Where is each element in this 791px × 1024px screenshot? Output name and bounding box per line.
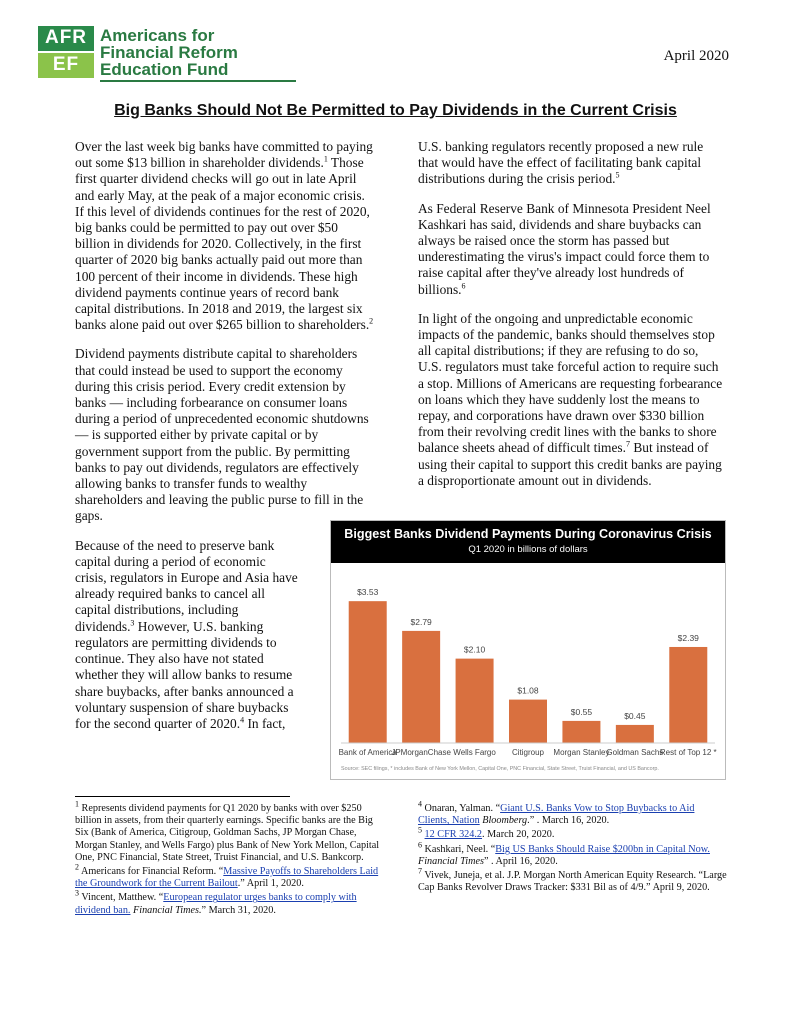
text: Those first quarter dividend checks will go out in late April and early May, at the peak of a major economic crisis. If this level of dividends continues for the rest of 2020, big banks could be permitted to pay out over $50 billion in dividends for 2020. Collectively, in the first quarter of 2020 big banks actually paid out more than 100 percent of their income in dividends. These high dividend payments continue years of record bank capital distributions. In 2018 and 2019, the largest six banks alone paid out over $265 billion to shareholders. [75, 155, 370, 333]
paragraph [75, 139, 375, 333]
footnote-link[interactable]: Giant U.S. Banks Vow to Stop Buybacks to Aid Clients, Nation [418, 803, 695, 827]
chart-data-label: $0.45 [624, 710, 646, 721]
paragraph [75, 538, 300, 732]
footnote-ref[interactable]: 4 [240, 715, 245, 725]
footnote-date: .” . March 16, 2020. [527, 815, 610, 827]
footnote-ref[interactable]: 5 [615, 170, 620, 180]
footnote [418, 799, 728, 827]
chart-data-label: $1.08 [517, 685, 539, 696]
text: Over the last week big banks have committed to paying out some $13 billion in shareholder dividends. [75, 139, 373, 171]
chart-category-label: Wells Fargo [453, 748, 496, 757]
publication-name: Financial Times [418, 855, 484, 867]
chart-category-label: Bank of America [338, 748, 397, 757]
chart-data-label: $0.55 [570, 706, 593, 717]
footnote-date: ” March 31, 2020. [201, 904, 276, 916]
chart-category-label: Goldman Sachs [606, 748, 664, 757]
document-date: April 2020 [663, 48, 729, 64]
footnote-ref[interactable]: 6 [461, 281, 466, 291]
publication-name: Financial Times. [130, 904, 202, 916]
footnote-text: Americans for Financial Reform. “ [79, 866, 224, 878]
paragraph [418, 201, 724, 298]
logo-line-1: Americans for [100, 26, 215, 45]
logo-box-top: AFR [38, 26, 94, 51]
chart-data-label: $3.53 [357, 587, 379, 598]
logo-text [100, 27, 238, 78]
paragraph [418, 311, 724, 489]
text: Because of the need to preserve bank capital during a period of economic crisis, regulators in Europe and Asia have already required banks to cancel all capital distributions, including dividends. [75, 537, 298, 634]
dividend-chart [330, 520, 726, 780]
chart-subtitle: Q1 2020 in billions of dollars [468, 544, 588, 555]
footnote [75, 862, 380, 890]
footnote-number: 6 [418, 840, 422, 850]
publication-name: Bloomberg [479, 815, 528, 827]
footnote-text: Represents dividend payments for Q1 2020 by banks with over $250 billion in assets, from their quarterly earnings. Specific banks are the Big Six (Bank of America, Citigroup, Goldman Sachs, JP Morgan Chase, Morgan Stanley, and Wells Fargo) plus Bank of New York Mellon, Capital One, PNC Financial, State Street, Truist Financial, and U.S. Bankcorp. [75, 803, 380, 863]
footnote-link[interactable]: European regulator urges banks to comply with dividend ban. [75, 892, 357, 916]
footnote-text: Vivek, Juneja, et al. J.P. Morgan North American Equity Research. “Large Cap Banks Revolver Draws Tracker: $331 Bil as of 4/9.” April 9, 2020. [418, 870, 727, 894]
footnotes-right [418, 799, 728, 896]
footnote-link[interactable]: Massive Payoffs to Shareholders Laid the Groundwork for the Current Bailout [75, 866, 379, 890]
logo-underline [100, 80, 296, 82]
chart-category-label: Morgan Stanley [553, 748, 610, 757]
footnote [75, 889, 380, 916]
footnote-number: 2 [75, 862, 79, 872]
footnote-link[interactable]: 12 CFR 324.2 [424, 829, 483, 841]
text: U.S. banking regulators recently proposed a new rule that would have the effect of facilitating bank capital distributions during the crisis period. [418, 139, 704, 187]
text: As Federal Reserve Bank of Minnesota President Neel Kashkari has said, dividends and share buybacks can always be raised once the storm has passed but underestimating the virus's impact could force them to raise capital after they've already lost hundreds of billions. [418, 200, 711, 297]
footnote-number: 5 [418, 826, 422, 836]
footnote-text: Kashkari, Neel. “ [422, 843, 496, 855]
footnote-number: 4 [418, 799, 422, 809]
column-right [418, 139, 724, 502]
paragraph: Dividend payments distribute capital to shareholders that could instead be used to support the economy during this crisis period. Every credit extension by banks — including forbearance on consumer loans during a period of unprecedented economic shutdowns — is supported either by private capital or by government support from the public. By permitting banks to pay out dividends, regulators are effectively allowing banks to transfer funds to wealthy shareholders and leaving the public purse to fill in the gaps. [75, 346, 369, 524]
chart-data-label: $2.39 [677, 632, 699, 643]
afr-logo [38, 26, 298, 78]
chart-bar [402, 631, 440, 743]
footnote-ref[interactable]: 7 [625, 439, 630, 449]
text: But instead of using their capital to support this credit banks are paying a disproportionate amount out in dividends. [418, 440, 722, 488]
footnote-date: ” . April 16, 2020. [483, 855, 558, 867]
chart-data-label: $2.79 [410, 616, 432, 627]
chart-source-note: Source: SEC filings, * includes Bank of New York Mellon, Capital One, PNC Financial, State Street, Truist Financial, and US Bancorp. [341, 766, 659, 772]
chart-plot [331, 563, 725, 779]
chart-category-label: Citigroup [511, 748, 545, 757]
paragraph [418, 139, 724, 188]
footnote [418, 826, 728, 841]
chart-category-label: Rest of Top 12 * [659, 748, 717, 757]
footnote-number: 7 [418, 866, 422, 876]
text: In fact, [244, 715, 286, 731]
footnote-link[interactable]: Big US Banks Should Raise $200bn in Capital Now. [495, 843, 710, 855]
chart-category-label: JPMorganChase [391, 748, 451, 757]
page-title: Big Banks Should Not Be Permitted to Pay Dividends in the Current Crisis [114, 102, 677, 119]
footnote-text: Onaran, Yalman. “ [422, 803, 501, 814]
footnote-number: 3 [75, 889, 79, 899]
chart-title: Biggest Banks Dividend Payments During Coronavirus Crisis [344, 527, 712, 541]
chart-bar [509, 700, 547, 743]
footnote [418, 866, 728, 894]
chart-header [331, 521, 725, 563]
chart-bar [669, 647, 707, 743]
footnotes-left [75, 799, 380, 919]
chart-bar [562, 721, 600, 743]
text: However, U.S. banking regulators are permitting dividends to continue. They also have not stated whether they will allow banks to resume share buybacks, after banks announced a voluntary suspension of share buybacks for the second quarter of 2020. [75, 618, 294, 731]
logo-mark [38, 26, 94, 78]
chart-bar [456, 659, 494, 743]
footnote-ref[interactable]: 2 [369, 316, 374, 326]
footnote-ref[interactable]: 1 [323, 154, 328, 164]
footnote [418, 840, 728, 868]
footnote [75, 799, 380, 864]
logo-box-bottom: EF [38, 53, 94, 78]
footnote-date: .” April 1, 2020. [237, 878, 304, 890]
logo-line-2: Financial Reform [100, 43, 238, 62]
footnote-text: Vincent, Matthew. “ [79, 892, 164, 904]
chart-bar [349, 601, 387, 743]
footnote-divider [75, 796, 290, 797]
text: In light of the ongoing and unpredictable economic impacts of the pandemic, banks should themselves stop all capital distributions; if they are refusing to do so, U.S. regulators must take forceful action to require such a stop. Millions of Americans are requesting forbearance on loans which they have suddenly lost the means to repay, and corporations have drawn over $330 billion from their revolving credit lines with the banks to shore balance sheets ahead of difficult times. [418, 310, 723, 456]
chart-bar [616, 725, 654, 743]
chart-data-label: $2.10 [463, 644, 486, 655]
footnote-number: 1 [75, 799, 79, 809]
footnote-ref[interactable]: 3 [130, 618, 135, 628]
footnote-date: . March 20, 2020. [482, 829, 555, 841]
logo-line-3: Education Fund [100, 60, 229, 79]
